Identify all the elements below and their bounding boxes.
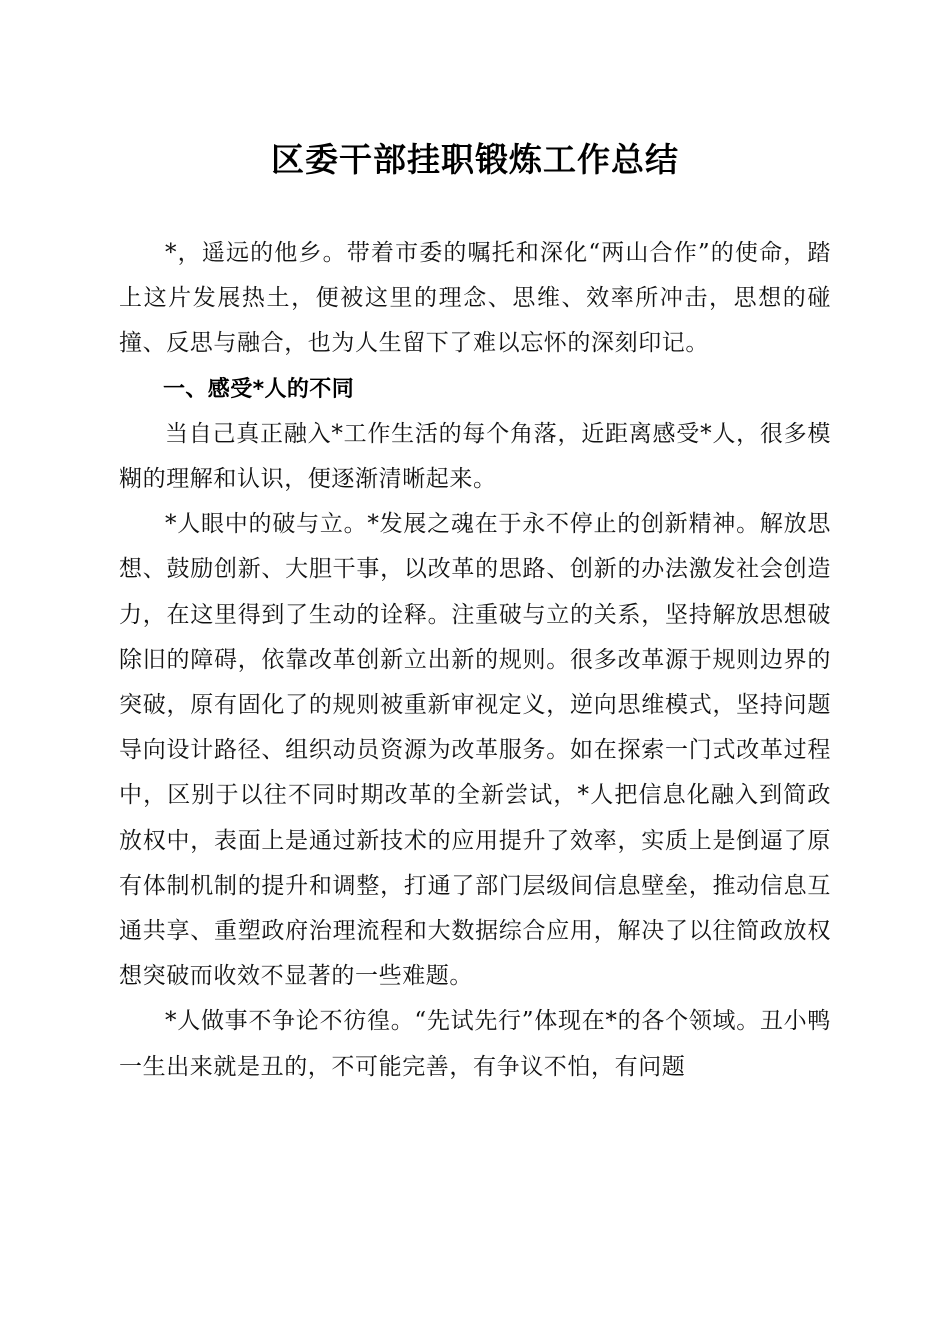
body-paragraph: *人做事不争论不彷徨。“先试先行”体现在*的各个领域。丑小鸭一生出来就是丑的，不可能完善，有争议不怕，有问题 [119, 1008, 831, 1080]
intro-paragraph: *，遥远的他乡。带着市委的嘱托和深化“两山合作”的使命，踏上这片发展热土，便被这里的理念、思维、效率所冲击，思想的碰撞、反思与融合，也为人生留下了难以忘怀的深刻印记。 [119, 240, 831, 357]
body-paragraph: 当自己真正融入*工作生活的每个角落，近距离感受*人，很多模糊的理解和认识，便逐渐清晰起来。 [119, 420, 831, 493]
body-paragraph: *人眼中的破与立。*发展之魂在于永不停止的创新精神。解放思想、鼓励创新、大胆干事，以改革的思路、创新的办法激发社会创造力，在这里得到了生动的诠释。注重破与立的关系，坚持解放思想破除旧的障碍，依靠改革创新立出新的规则。很多改革源于规则边界的突破，原有固化了的规则被重新审视定义，逆向思维模式，坚持问题导向设计路径、组织动员资源为改革服务。如在探索一门式改革过程中，区别于以往不同时期改革的全新尝试，*人把信息化融入到简政放权中，表面上是通过新技术的应用提升了效率，实质上是倒逼了原有体制机制的提升和调整，打通了部门层级间信息壁垒，推动信息互通共享、重塑政府治理流程和大数据综合应用，解决了以往简政放权想突破而收效不显著的一些难题。 [119, 511, 831, 990]
document-body [119, 231, 831, 1090]
document-title: 区委干部挂职锻炼工作总结 [271, 140, 679, 179]
section-heading: 一、感受*人的不同 [163, 376, 355, 402]
